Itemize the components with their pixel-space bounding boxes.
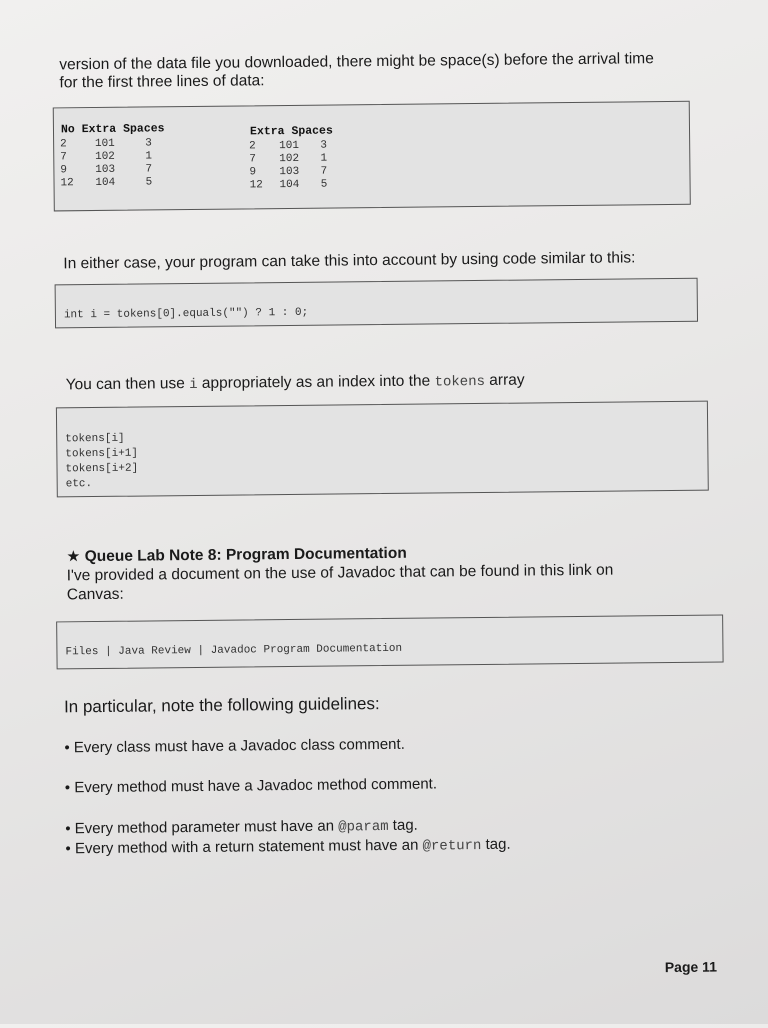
use-i-pre: You can then use [65, 375, 190, 394]
extra-spaces-cell: 3 [320, 139, 327, 152]
no-extra-spaces-cell: 104 [95, 176, 116, 190]
star-icon: ★ [66, 548, 81, 566]
code-line: tokens[i] [65, 432, 125, 446]
code-box-1 [55, 278, 698, 329]
no-extra-spaces-header: No Extra Spaces [60, 122, 165, 137]
intro-line-2: for the first three lines of data: [59, 72, 265, 92]
extra-spaces-row [250, 179, 335, 193]
bullet-item-3: • Every method parameter must have an @param tag. [65, 816, 418, 838]
no-extra-spaces-cell: 2 [60, 138, 67, 151]
no-extra-spaces-row [60, 150, 166, 164]
bullet-text-2: Every method must have a Javadoc method comment. [74, 775, 438, 797]
either-case-text: In either case, your program can take this into account by using code similar to this: [63, 249, 636, 273]
extra-spaces-table [249, 124, 335, 193]
use-i-post: array [484, 371, 525, 389]
note-8-line-1: I've provided a document on the use of Javadoc that can be found in this link on [66, 561, 614, 585]
code-line-int-i: int i = tokens[0].equals("") ? 1 : 0; [63, 306, 309, 322]
extra-spaces-cell: 101 [279, 139, 299, 153]
use-i-arr: tokens [434, 373, 486, 391]
extra-spaces-row [249, 153, 334, 167]
page-number: Page 11 [664, 958, 718, 976]
bullet-text-4-post: tag. [481, 835, 511, 853]
no-extra-spaces-cell: 101 [94, 137, 115, 151]
no-extra-spaces-cell: 9 [60, 164, 68, 177]
extra-spaces-cell: 2 [249, 140, 256, 153]
no-extra-spaces-row [60, 137, 166, 151]
no-extra-spaces-table [60, 121, 166, 190]
extra-spaces-cell: 12 [249, 179, 263, 192]
extra-spaces-cell: 5 [320, 178, 328, 191]
path-text: Files | Java Review | Javadoc Program Documentation [65, 642, 403, 659]
code-block-tokens [65, 432, 138, 493]
bullet-text-1: Every class must have a Javadoc class comment. [73, 735, 405, 757]
extra-spaces-row [249, 140, 334, 154]
no-extra-spaces-cell: 102 [95, 150, 115, 164]
use-i-mid: appropriately as an index into the [197, 372, 435, 392]
no-extra-spaces-cell: 103 [95, 163, 116, 177]
bullet-text-3-pre: Every method parameter must have an [74, 817, 339, 838]
extra-spaces-cell: 7 [320, 165, 328, 178]
bullet-item-4: • Every method with a return statement must have an @return tag. [65, 835, 511, 858]
no-extra-spaces-cell: 7 [145, 163, 153, 176]
no-extra-spaces-cell: 1 [145, 150, 153, 163]
bullet-item-2: • Every method must have a Javadoc method comment. [64, 775, 438, 797]
no-extra-spaces-cell: 7 [60, 151, 67, 164]
extra-spaces-cell: 102 [279, 152, 300, 166]
use-i-var: i [189, 376, 198, 394]
code-box-2 [56, 401, 709, 498]
extra-spaces-cell: 9 [249, 166, 257, 179]
param-tag-code: @param [338, 818, 389, 836]
no-extra-spaces-cell: 12 [60, 177, 74, 190]
particular-text: In particular, note the following guidelines: [63, 694, 380, 717]
note-8-line-2: Canvas: [66, 585, 124, 604]
extra-spaces-row [249, 166, 334, 180]
no-extra-spaces-row [60, 176, 166, 190]
bullet-item-1: • Every class must have a Javadoc class comment. [64, 735, 405, 757]
path-box [56, 614, 723, 669]
note-8-title: Queue Lab Note 8: Program Documentation [84, 544, 407, 566]
extra-spaces-cell: 7 [249, 153, 256, 166]
no-extra-spaces-cell: 3 [145, 137, 152, 150]
return-tag-code: @return [422, 837, 482, 855]
extra-spaces-cell: 103 [279, 165, 300, 179]
extra-spaces-header: Extra Spaces [249, 124, 333, 139]
code-line: tokens[i+1] [65, 447, 139, 461]
bullet-text-4-pre: Every method with a return statement must have an [74, 836, 423, 858]
no-extra-spaces-cell: 5 [145, 176, 153, 189]
intro-line-1: version of the data file you downloaded, there might be space(s) before the arrival time [59, 50, 654, 74]
code-line: tokens[i+2] [65, 462, 139, 476]
bullet-text-3-post: tag. [388, 816, 418, 834]
extra-spaces-cell: 104 [279, 178, 300, 192]
code-line: etc. [65, 478, 93, 491]
data-table-box [53, 101, 691, 212]
no-extra-spaces-row [60, 163, 166, 177]
extra-spaces-cell: 1 [320, 152, 328, 165]
use-i-text [66, 371, 525, 397]
